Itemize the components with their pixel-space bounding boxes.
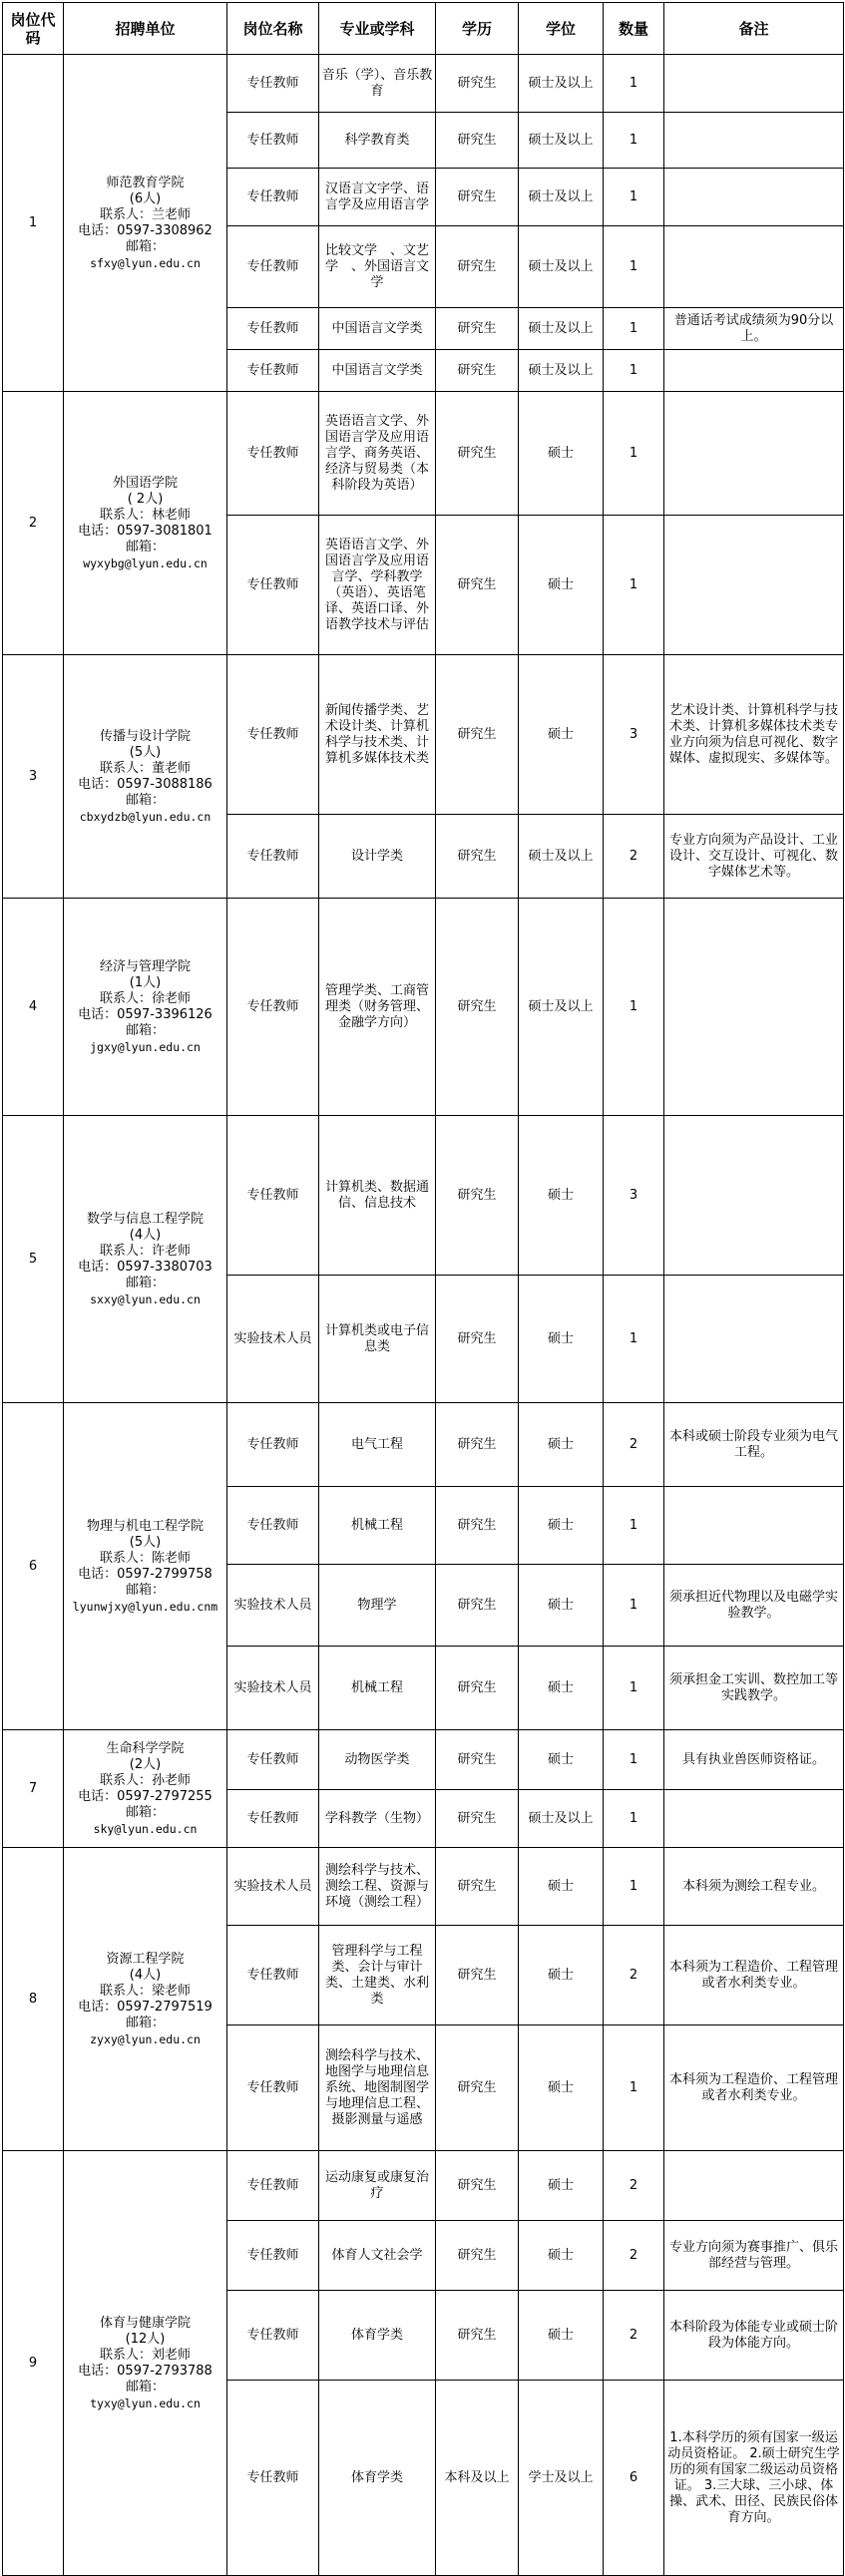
- degree-cell: 硕士: [519, 1403, 604, 1487]
- position-cell: 专任教师: [227, 1926, 319, 2025]
- major-cell: 英语语言文学、外国语言学及应用语言学、学科教学（英语）、英语笔译、英语口译、外语教学技术与评估: [319, 516, 436, 655]
- table-row: [3, 2151, 844, 2221]
- unit-phone: 电话：0597-3396126: [78, 1006, 212, 1022]
- count-cell: 3: [604, 655, 664, 815]
- degree-cell: 硕士: [519, 392, 604, 516]
- count-cell: 1: [604, 169, 664, 226]
- count-cell: 2: [604, 2151, 664, 2221]
- count-cell: 1: [604, 350, 664, 392]
- major-cell: 汉语言文字学、语言学及应用语言学: [319, 169, 436, 226]
- position-cell: 专任教师: [227, 392, 319, 516]
- header-major: 专业或学科: [319, 3, 436, 55]
- education-cell: 研究生: [436, 226, 519, 308]
- table-row: [3, 55, 844, 113]
- remark-cell: 本科或硕士阶段专业须为电气工程。: [664, 1403, 844, 1487]
- degree-cell: 硕士: [519, 1848, 604, 1926]
- major-cell: 电气工程: [319, 1403, 436, 1487]
- unit-headcount: (6人): [129, 190, 162, 206]
- education-cell: 研究生: [436, 350, 519, 392]
- unit-name: 外国语学院: [112, 475, 178, 491]
- position-cell: 实验技术人员: [227, 1565, 319, 1647]
- count-cell: 1: [604, 308, 664, 350]
- education-cell: 研究生: [436, 308, 519, 350]
- count-cell: 2: [604, 1926, 664, 2025]
- count-cell: 1: [604, 392, 664, 516]
- education-cell: 研究生: [436, 1790, 519, 1848]
- position-cell: 专任教师: [227, 1487, 319, 1565]
- unit-info: [64, 1403, 227, 1730]
- remark-cell: 普通话考试成绩须为90分以上。: [664, 308, 844, 350]
- major-cell: 运动康复或康复治疗: [319, 2151, 436, 2221]
- major-cell: 机械工程: [319, 1487, 436, 1565]
- major-cell: 计算机类、数据通信、信息技术: [319, 1116, 436, 1276]
- position-cell: 实验技术人员: [227, 1848, 319, 1926]
- unit-name: 师范教育学院: [106, 175, 185, 190]
- count-cell: 3: [604, 1116, 664, 1276]
- remark-cell: 专业方向须为产品设计、工业设计、交互设计、可视化、数字媒体艺术等。: [664, 815, 844, 899]
- unit-info: [64, 1116, 227, 1403]
- major-cell: 管理学类、工商管理类（财务管理、金融学方向）: [319, 899, 436, 1116]
- education-cell: 研究生: [436, 815, 519, 899]
- table-row: [3, 1730, 844, 1790]
- unit-contact: 联系人：梁老师: [99, 1983, 191, 1999]
- degree-cell: 硕士及以上: [519, 1790, 604, 1848]
- position-cell: 专任教师: [227, 2025, 319, 2151]
- major-cell: 设计学类: [319, 815, 436, 899]
- unit-code: 2: [3, 392, 64, 655]
- education-cell: 研究生: [436, 516, 519, 655]
- unit-info: [64, 392, 227, 655]
- position-cell: 专任教师: [227, 2151, 319, 2221]
- header-unit: 招聘单位: [64, 3, 227, 55]
- table-row: [3, 1403, 844, 1487]
- position-cell: 专任教师: [227, 1403, 319, 1487]
- degree-cell: 硕士: [519, 1276, 604, 1403]
- education-cell: 研究生: [436, 113, 519, 169]
- unit-headcount: (5人): [129, 744, 162, 760]
- degree-cell: 硕士及以上: [519, 226, 604, 308]
- unit-email-label: 邮箱：: [125, 792, 165, 808]
- unit-code: 7: [3, 1730, 64, 1848]
- education-cell: 研究生: [436, 2025, 519, 2151]
- unit-headcount: (1人): [129, 974, 162, 990]
- count-cell: 2: [604, 815, 664, 899]
- unit-headcount: ( 2人): [127, 491, 164, 507]
- education-cell: 研究生: [436, 1276, 519, 1403]
- position-cell: 专任教师: [227, 815, 319, 899]
- education-cell: 研究生: [436, 899, 519, 1116]
- degree-cell: 硕士: [519, 2291, 604, 2381]
- remark-cell: 本科须为工程造价、工程管理或者水利类专业。: [664, 1926, 844, 2025]
- remark-cell: 艺术设计类、计算机科学与技术类、计算机多媒体技术类专业方向须为信息可视化、数字媒体、虚拟现实、多媒体等。: [664, 655, 844, 815]
- unit-name: 传播与设计学院: [99, 728, 191, 744]
- degree-cell: 硕士及以上: [519, 55, 604, 113]
- education-cell: 研究生: [436, 655, 519, 815]
- unit-phone: 电话：0597-3088186: [78, 776, 212, 792]
- unit-phone: 电话：0597-3081801: [78, 523, 212, 539]
- major-cell: 动物医学类: [319, 1730, 436, 1790]
- count-cell: 1: [604, 1848, 664, 1926]
- major-cell: 新闻传播学类、艺术设计类、计算机科学与技术类、计算机多媒体技术类: [319, 655, 436, 815]
- education-cell: 研究生: [436, 1403, 519, 1487]
- degree-cell: 硕士及以上: [519, 308, 604, 350]
- table-body: [3, 55, 844, 2576]
- degree-cell: 硕士: [519, 1565, 604, 1647]
- education-cell: 研究生: [436, 1926, 519, 2025]
- position-cell: 专任教师: [227, 113, 319, 169]
- remark-cell: [664, 226, 844, 308]
- education-cell: 研究生: [436, 1116, 519, 1276]
- education-cell: 研究生: [436, 2291, 519, 2381]
- major-cell: 机械工程: [319, 1647, 436, 1730]
- unit-headcount: (4人): [129, 1227, 162, 1243]
- position-cell: 专任教师: [227, 516, 319, 655]
- unit-email[interactable]: lyunwjxy@lyun.edu.cnm: [72, 1599, 218, 1614]
- major-cell: 物理学: [319, 1565, 436, 1647]
- unit-email-label: 邮箱：: [125, 2379, 165, 2394]
- education-cell: 研究生: [436, 1647, 519, 1730]
- unit-email[interactable]: jgxy@lyun.edu.cn: [90, 1039, 201, 1054]
- count-cell: 1: [604, 1647, 664, 1730]
- major-cell: 体育学类: [319, 2291, 436, 2381]
- recruitment-table: [2, 2, 844, 2576]
- unit-name: 体育与健康学院: [99, 2315, 191, 2331]
- major-cell: 管理科学与工程类、会计与审计类、土建类、水利类: [319, 1926, 436, 2025]
- unit-info: [64, 1848, 227, 2151]
- unit-email[interactable]: sky@lyun.edu.cn: [93, 1821, 198, 1836]
- unit-email-label: 邮箱：: [125, 2015, 165, 2030]
- degree-cell: 硕士: [519, 2025, 604, 2151]
- count-cell: 1: [604, 1730, 664, 1790]
- major-cell: 体育学类: [319, 2381, 436, 2576]
- remark-cell: [664, 1790, 844, 1848]
- remark-cell: [664, 899, 844, 1116]
- header-position: 岗位名称: [227, 3, 319, 55]
- degree-cell: 硕士及以上: [519, 113, 604, 169]
- header-education: 学历: [436, 3, 519, 55]
- unit-contact: 联系人：徐老师: [99, 990, 191, 1006]
- position-cell: 专任教师: [227, 1116, 319, 1276]
- header-count: 数量: [604, 3, 664, 55]
- degree-cell: 硕士: [519, 1116, 604, 1276]
- degree-cell: 硕士: [519, 1730, 604, 1790]
- remark-cell: [664, 113, 844, 169]
- unit-email[interactable]: tyxy@lyun.edu.cn: [90, 2395, 201, 2410]
- major-cell: 科学教育类: [319, 113, 436, 169]
- position-cell: 专任教师: [227, 899, 319, 1116]
- count-cell: 1: [604, 899, 664, 1116]
- degree-cell: 硕士: [519, 516, 604, 655]
- remark-cell: [664, 1487, 844, 1565]
- unit-email-label: 邮箱：: [125, 1022, 165, 1038]
- major-cell: 学科教学（生物）: [319, 1790, 436, 1848]
- remark-cell: [664, 2151, 844, 2221]
- unit-phone: 电话：0597-3308962: [78, 222, 212, 238]
- remark-cell: 1.本科学历的须有国家一级运动员资格证。 2.硕士研究生学历的须有国家二级运动员资格证。 3.三大球、三小球、体操、武术、田径、民族民俗体育方向。: [664, 2381, 844, 2576]
- education-cell: 研究生: [436, 1848, 519, 1926]
- position-cell: 专任教师: [227, 2291, 319, 2381]
- unit-info: [64, 655, 227, 899]
- degree-cell: 硕士及以上: [519, 350, 604, 392]
- major-cell: 测绘科学与技术、地图学与地理信息系统、地图制图学与地理信息工程、摄影测量与遥感: [319, 2025, 436, 2151]
- remark-cell: [664, 392, 844, 516]
- education-cell: 研究生: [436, 1487, 519, 1565]
- major-cell: 体育人文社会学: [319, 2221, 436, 2291]
- header-code: 岗位代码: [3, 3, 64, 55]
- unit-contact: 联系人：董老师: [99, 760, 191, 776]
- unit-headcount: (5人): [129, 1534, 162, 1550]
- unit-name: 生命科学学院: [106, 1740, 185, 1756]
- unit-contact: 联系人：陈老师: [99, 1550, 191, 1566]
- unit-email[interactable]: sxxy@lyun.edu.cn: [90, 1291, 201, 1306]
- unit-code: 3: [3, 655, 64, 899]
- unit-email[interactable]: cbxydzb@lyun.edu.cn: [79, 809, 211, 824]
- major-cell: 英语语言文学、外国语言学及应用语言学、商务英语、经济与贸易类（本科阶段为英语）: [319, 392, 436, 516]
- count-cell: 2: [604, 2291, 664, 2381]
- unit-phone: 电话：0597-2797519: [78, 1999, 212, 2015]
- position-cell: 专任教师: [227, 55, 319, 113]
- education-cell: 研究生: [436, 2221, 519, 2291]
- unit-contact: 联系人：刘老师: [99, 2347, 191, 2363]
- unit-info: [64, 2151, 227, 2576]
- education-cell: 研究生: [436, 1565, 519, 1647]
- unit-contact: 联系人：兰老师: [99, 206, 191, 222]
- unit-headcount: (12人): [125, 2331, 166, 2347]
- count-cell: 1: [604, 1487, 664, 1565]
- remark-cell: 本科须为测绘工程专业。: [664, 1848, 844, 1926]
- table-row: [3, 1116, 844, 1276]
- remark-cell: 本科须为工程造价、工程管理或者水利类专业。: [664, 2025, 844, 2151]
- position-cell: 专任教师: [227, 350, 319, 392]
- education-cell: 研究生: [436, 2151, 519, 2221]
- unit-code: 4: [3, 899, 64, 1116]
- count-cell: 6: [604, 2381, 664, 2576]
- degree-cell: 硕士: [519, 655, 604, 815]
- count-cell: 2: [604, 2221, 664, 2291]
- position-cell: 专任教师: [227, 2381, 319, 2576]
- unit-email-label: 邮箱：: [125, 539, 165, 554]
- unit-code: 8: [3, 1848, 64, 2151]
- unit-phone: 电话：0597-2793788: [78, 2363, 212, 2379]
- unit-name: 物理与机电工程学院: [86, 1518, 204, 1534]
- major-cell: 音乐（学）、音乐教育: [319, 55, 436, 113]
- position-cell: 专任教师: [227, 169, 319, 226]
- unit-headcount: (2人): [129, 1756, 162, 1772]
- count-cell: 1: [604, 2025, 664, 2151]
- degree-cell: 硕士: [519, 2221, 604, 2291]
- remark-cell: 本科阶段为体能专业或硕士阶段为体能方向。: [664, 2291, 844, 2381]
- education-cell: 研究生: [436, 392, 519, 516]
- unit-email[interactable]: zyxy@lyun.edu.cn: [90, 2031, 201, 2046]
- remark-cell: [664, 1116, 844, 1276]
- header-remark: 备注: [664, 3, 844, 55]
- unit-code: 1: [3, 55, 64, 392]
- count-cell: 2: [604, 1403, 664, 1487]
- unit-info: [64, 899, 227, 1116]
- position-cell: 专任教师: [227, 1730, 319, 1790]
- remark-cell: 须承担近代物理以及电磁学实验教学。: [664, 1565, 844, 1647]
- unit-code: 9: [3, 2151, 64, 2576]
- position-cell: 专任教师: [227, 655, 319, 815]
- unit-email-label: 邮箱：: [125, 1804, 165, 1820]
- unit-code: 5: [3, 1116, 64, 1403]
- education-cell: 研究生: [436, 55, 519, 113]
- remark-cell: [664, 1276, 844, 1403]
- count-cell: 1: [604, 516, 664, 655]
- degree-cell: 硕士: [519, 1926, 604, 2025]
- unit-code: 6: [3, 1403, 64, 1730]
- unit-email-label: 邮箱：: [125, 1275, 165, 1290]
- unit-email-label: 邮箱：: [125, 1582, 165, 1598]
- table-row: [3, 392, 844, 516]
- unit-email[interactable]: wyxybg@lyun.edu.cn: [83, 555, 208, 570]
- unit-email[interactable]: sfxy@lyun.edu.cn: [90, 255, 201, 270]
- degree-cell: 学士及以上: [519, 2381, 604, 2576]
- unit-name: 经济与管理学院: [99, 958, 191, 974]
- remark-cell: [664, 350, 844, 392]
- major-cell: 计算机类或电子信息类: [319, 1276, 436, 1403]
- count-cell: 1: [604, 55, 664, 113]
- header-row: [3, 3, 844, 55]
- major-cell: 测绘科学与技术、测绘工程、资源与环境（测绘工程）: [319, 1848, 436, 1926]
- degree-cell: 硕士及以上: [519, 169, 604, 226]
- remark-cell: 专业方向须为赛事推广、俱乐部经营与管理。: [664, 2221, 844, 2291]
- major-cell: 比较文学 、文艺学 、外国语言文学: [319, 226, 436, 308]
- education-cell: 研究生: [436, 1730, 519, 1790]
- unit-email-label: 邮箱：: [125, 238, 165, 254]
- table-row: [3, 655, 844, 815]
- count-cell: 1: [604, 113, 664, 169]
- remark-cell: 具有执业兽医师资格证。: [664, 1730, 844, 1790]
- unit-name: 资源工程学院: [106, 1951, 185, 1967]
- remark-cell: [664, 55, 844, 113]
- unit-contact: 联系人：许老师: [99, 1243, 191, 1259]
- unit-phone: 电话：0597-3380703: [78, 1259, 212, 1275]
- education-cell: 研究生: [436, 169, 519, 226]
- remark-cell: [664, 516, 844, 655]
- position-cell: 实验技术人员: [227, 1276, 319, 1403]
- unit-info: [64, 1730, 227, 1848]
- unit-name: 数学与信息工程学院: [86, 1211, 204, 1227]
- count-cell: 1: [604, 1276, 664, 1403]
- position-cell: 专任教师: [227, 226, 319, 308]
- position-cell: 专任教师: [227, 1790, 319, 1848]
- remark-cell: [664, 169, 844, 226]
- position-cell: 专任教师: [227, 308, 319, 350]
- unit-phone: 电话：0597-2797255: [78, 1788, 212, 1804]
- degree-cell: 硕士: [519, 1487, 604, 1565]
- unit-phone: 电话：0597-2799758: [78, 1566, 212, 1582]
- position-cell: 实验技术人员: [227, 1647, 319, 1730]
- remark-cell: 须承担金工实训、数控加工等实践教学。: [664, 1647, 844, 1730]
- position-cell: 专任教师: [227, 2221, 319, 2291]
- count-cell: 1: [604, 226, 664, 308]
- header-degree: 学位: [519, 3, 604, 55]
- unit-contact: 联系人：孙老师: [99, 1772, 191, 1788]
- education-cell: 本科及以上: [436, 2381, 519, 2576]
- degree-cell: 硕士: [519, 2151, 604, 2221]
- degree-cell: 硕士: [519, 1647, 604, 1730]
- major-cell: 中国语言文学类: [319, 350, 436, 392]
- table-row: [3, 1848, 844, 1926]
- unit-info: [64, 55, 227, 392]
- table-row: [3, 899, 844, 1116]
- unit-contact: 联系人：林老师: [99, 507, 191, 523]
- degree-cell: 硕士及以上: [519, 899, 604, 1116]
- count-cell: 1: [604, 1565, 664, 1647]
- unit-headcount: (4人): [129, 1967, 162, 1983]
- degree-cell: 硕士及以上: [519, 815, 604, 899]
- major-cell: 中国语言文学类: [319, 308, 436, 350]
- count-cell: 1: [604, 1790, 664, 1848]
